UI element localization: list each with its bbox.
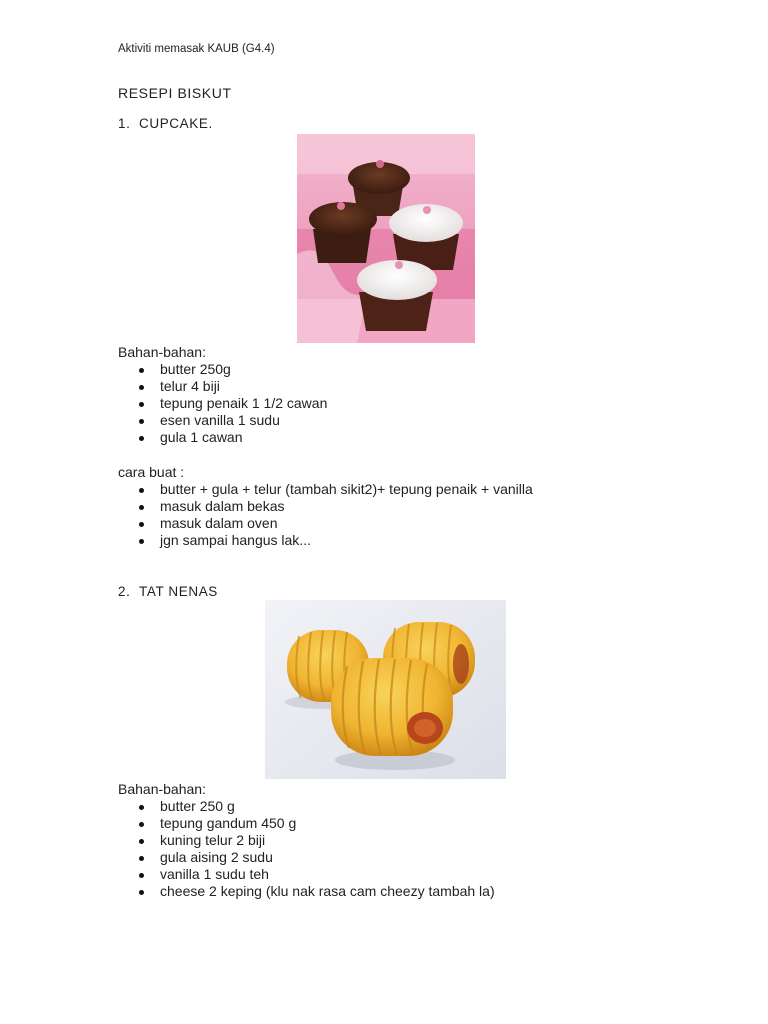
recipe-2-ingredients-list — [118, 798, 495, 900]
list-item: esen vanilla 1 sudu — [118, 412, 327, 429]
recipe-2-heading — [118, 584, 218, 599]
pineapple-tart-photo — [265, 600, 506, 779]
list-item: telur 4 biji — [118, 378, 327, 395]
list-item: gula aising 2 sudu — [118, 849, 495, 866]
list-item: butter 250 g — [118, 798, 495, 815]
list-item: jgn sampai hangus lak... — [118, 532, 533, 549]
recipe-1-ingredients-list — [118, 361, 327, 446]
list-item: butter + gula + telur (tambah sikit2)+ tepung penaik + vanilla — [118, 481, 533, 498]
recipe-1-method-list — [118, 481, 533, 549]
document-header: Aktiviti memasak KAUB (G4.4) — [118, 43, 275, 55]
list-item: cheese 2 keping (klu nak rasa cam cheezy tambah la) — [118, 883, 495, 900]
list-item: tepung penaik 1 1/2 cawan — [118, 395, 327, 412]
recipe-2-number: 2. — [118, 584, 131, 599]
list-item: gula 1 cawan — [118, 429, 327, 446]
recipe-2-ingredients-label: Bahan-bahan: — [118, 781, 206, 797]
recipe-1-method-label: cara buat : — [118, 464, 185, 480]
list-item: butter 250g — [118, 361, 327, 378]
cupcake-photo — [297, 134, 475, 343]
recipe-2-name: TAT NENAS — [139, 584, 218, 599]
list-item: vanilla 1 sudu teh — [118, 866, 495, 883]
recipe-1-heading — [118, 116, 213, 131]
list-item: kuning telur 2 biji — [118, 832, 495, 849]
list-item: tepung gandum 450 g — [118, 815, 495, 832]
list-item: masuk dalam bekas — [118, 498, 533, 515]
document-title: RESEPI BISKUT — [118, 85, 232, 101]
list-item: masuk dalam oven — [118, 515, 533, 532]
recipe-1-ingredients-label: Bahan-bahan: — [118, 344, 206, 360]
recipe-1-name: CUPCAKE. — [139, 116, 213, 131]
recipe-1-number: 1. — [118, 116, 131, 131]
